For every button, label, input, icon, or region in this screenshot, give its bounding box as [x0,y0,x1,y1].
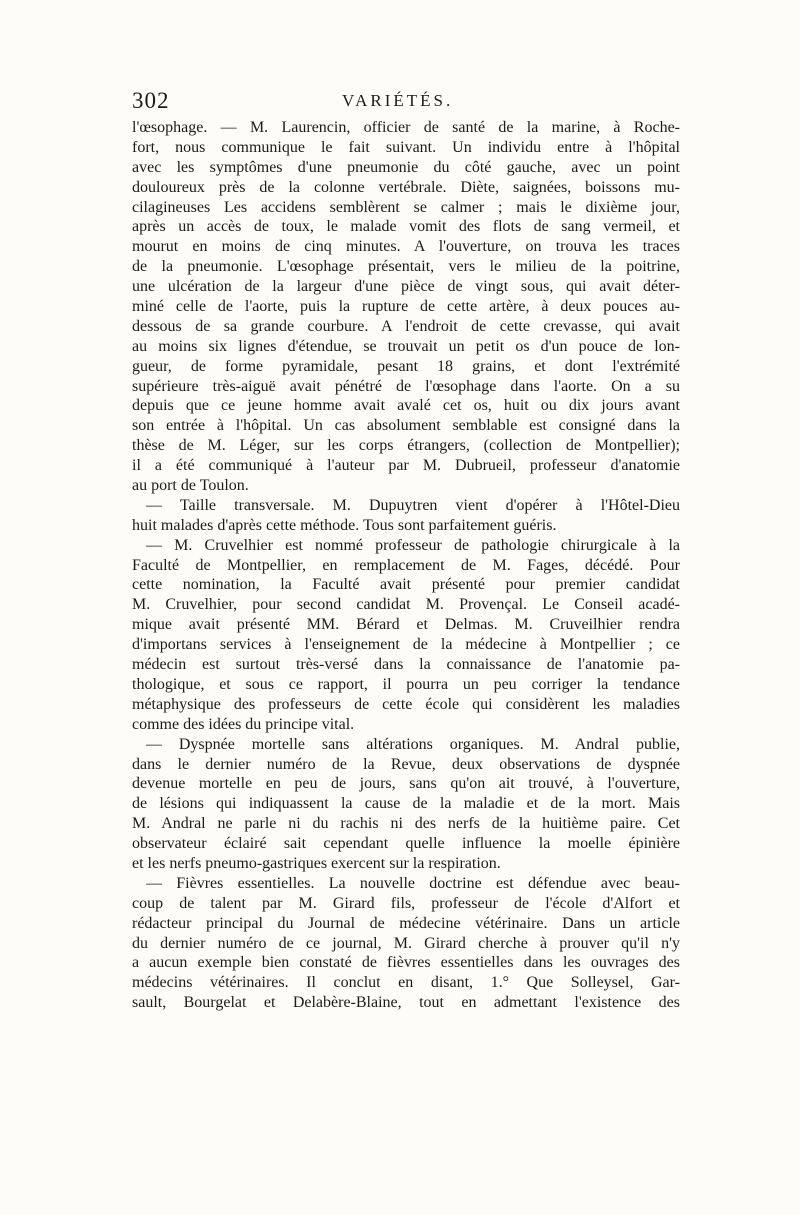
text-line: au port de Toulon. [132,477,249,495]
text-line: dessous de sa grande courbure. A l'endroit de cette crevasse, qui avait [132,317,680,335]
text-line: de la pneumonie. L'œsophage présentait, vers le milieu de la poitrine, [132,258,680,276]
text-line: une ulcération de la largeur d'une pièce de vingt sous, qui avait déter- [132,278,680,296]
text-line: sault, Bourgelat et Delabère-Blaine, tout en admettant l'existence des [132,994,680,1012]
text-line: et les nerfs pneumo-gastriques exercent sur la respiration. [132,854,501,872]
text-line: cilagineuses Les accidens semblèrent se calmer ; mais le dixième jour, [132,198,680,216]
text-line: miné celle de l'aorte, puis la rupture de cette artère, à deux pouces au- [132,298,680,316]
text-line: observateur éclairé sait cependant quelle influence la moelle épinière [132,835,680,853]
text-line: l'œsophage. — M. Laurencin, officier de santé de la marine, à Roche- [132,119,680,136]
text-line: avec les symptômes d'une pneumonie du côté gauche, avec un point [132,158,680,176]
paragraph-oesophage [132,118,680,496]
text-line: thologique, et sous ce rapport, il pourra un peu corriger la tendance [132,675,680,693]
paragraph-fievres [132,874,680,1013]
text-line: M. Cruvelhier, pour second candidat M. Provençal. Le Conseil acadé- [132,596,680,614]
text-line: mourut en moins de cinq minutes. A l'ouverture, on trouva les traces [132,238,680,256]
text-line: gueur, de forme pyramidale, pesant 18 grains, et dont l'extrémité [132,357,680,375]
text-line: après un accès de toux, le malade vomit des flots de sang vermeil, et [132,218,680,236]
text-line: du dernier numéro de ce journal, M. Girard cherche à prouver qu'il n'y [132,934,680,952]
text-line: Faculté de Montpellier, en remplacement de M. Fages, décédé. Pour [132,556,680,574]
text-line: — M. Cruvelhier est nommé professeur de pathologie chirurgicale à la [146,536,680,554]
paragraph-taille-transversale [132,496,680,536]
text-line: fort, nous communique le fait suivant. Un individu entre à l'hôpital [132,138,680,156]
text-line: — Fièvres essentielles. La nouvelle doctrine est défendue avec beau- [146,874,680,892]
text-line: cette nomination, la Faculté avait présenté pour premier candidat [132,576,680,594]
text-line: comme des idées du principe vital. [132,715,355,733]
text-line: a aucun exemple bien constaté de fièvres essentielles dans les ouvrages des [132,954,680,972]
text-line: son entrée à l'hôpital. Un cas absolument semblable est consigné dans la [132,417,680,435]
text-line: dans le dernier numéro de la Revue, deux observations de dyspnée [132,755,680,773]
text-line: — Taille transversale. M. Dupuytren vient d'opérer à l'Hôtel-Dieu [146,496,680,514]
text-line: depuis que ce jeune homme avait avalé cet os, huit ou dix jours avant [132,397,680,415]
text-line: d'importans services à l'enseignement de la médecine à Montpellier ; ce [132,636,680,654]
text-line: supérieure très-aiguë avait pénétré de l'œsophage dans l'aorte. On a su [132,377,680,395]
text-line: mique avait présenté MM. Bérard et Delmas. M. Cruveilhier rendra [132,616,680,634]
text-line: métaphysique des professeurs de cette école qui considèrent les maladies [132,695,680,713]
text-line: thèse de M. Léger, sur les corps étrangers, (collection de Montpellier); [132,437,680,455]
text-line: médecins vétérinaires. Il conclut en disant, 1.° Que Solleysel, Gar- [132,974,680,992]
text-line: devenue mortelle en peu de jours, sans qu'on ait trouvé, à l'ouverture, [132,775,680,793]
text-line: douloureux près de la colonne vertébrale. Diète, saignées, boissons mu- [132,178,680,196]
text-line: de lésions qui indiquassent la cause de la maladie et de la mort. Mais [132,795,680,813]
text-line: il a été communiqué à l'auteur par M. Dubrueil, professeur d'anatomie [132,457,680,475]
paragraph-dyspnee [132,735,680,874]
running-title: VARIÉTÉS. [342,91,454,110]
text-line: au moins six lignes d'étendue, se trouvait un petit os d'un pouce de lon- [132,337,680,355]
text-line: M. Andral ne parle ni du rachis ni des nerfs de la huitième paire. Cet [132,815,680,833]
page-header [132,88,680,118]
text-line: coup de talent par M. Girard fils, professeur de l'école d'Alfort et [132,894,680,912]
page-number: 302 [132,88,170,113]
body-text [132,118,680,1013]
text-line: — Dyspnée mortelle sans altérations organiques. M. Andral publie, [146,735,680,753]
paragraph-cruvelhier [132,536,680,735]
text-line: rédacteur principal du Journal de médecine vétérinaire. Dans un article [132,914,680,932]
text-line: médecin est surtout très-versé dans la connaissance de l'anatomie pa- [132,656,680,674]
text-line: huit malades d'après cette méthode. Tous sont parfaitement guéris. [132,516,557,534]
